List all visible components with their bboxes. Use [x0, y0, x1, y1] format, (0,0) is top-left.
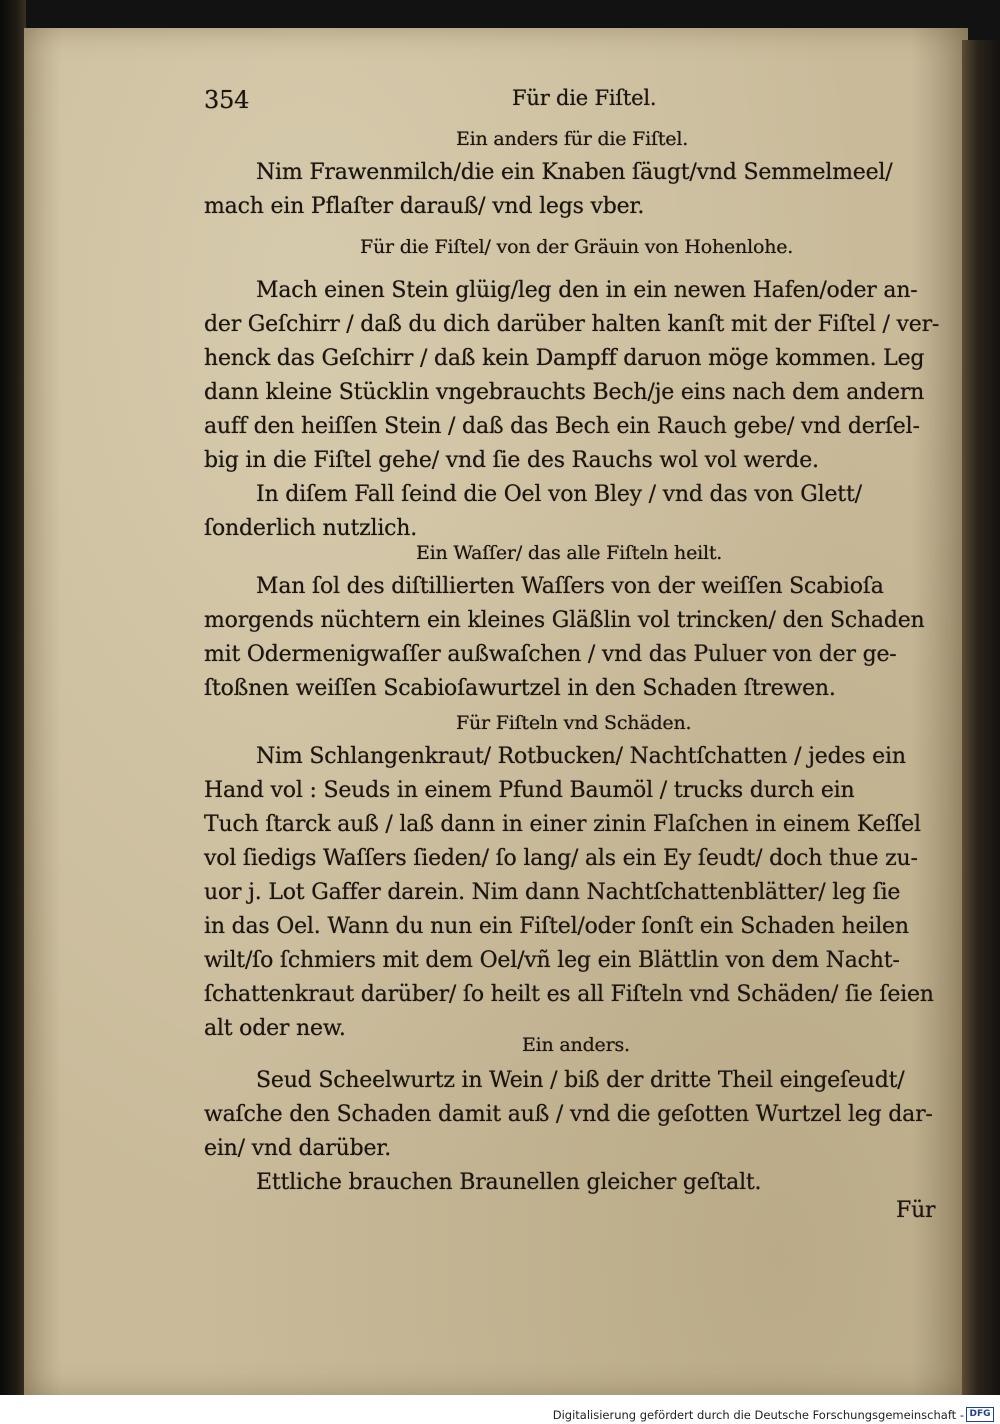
- text-line: uor j. Lot Gaffer darein. Nim dann Nachtſchattenblätter/ leg ſie: [204, 880, 901, 905]
- text-line: Tuch ſtarck auß / laß dann in einer zinin Flaſchen in einem Keſſel: [204, 812, 921, 837]
- text-line: dann kleine Stücklin vngebrauchts Bech/je eins nach dem andern: [204, 380, 925, 405]
- book-page: [24, 28, 968, 1395]
- text-line: In diſem Fall ſeind die Oel von Bley / vnd das von Glett/: [256, 482, 862, 507]
- funding-notice: Digitalisierung gefördert durch die Deutsche Forschungsgemeinschaft -: [552, 1408, 964, 1422]
- section-heading: Ein anders für die Fiſtel.: [456, 128, 689, 150]
- page-number: 354: [204, 86, 250, 114]
- scan-left-edge: [0, 0, 26, 1395]
- text-line: ſtoßnen weiſſen Scabioſawurtzel in den Schaden ſtrewen.: [204, 676, 836, 701]
- section-heading: Für die Fiſtel/ von der Gräuin von Hohenlohe.: [360, 236, 794, 258]
- text-line: Seud Scheelwurtz in Wein / biß der dritte Theil eingeſeudt/: [256, 1068, 905, 1093]
- text-line: der Geſchirr / daß du dich darüber halten kanſt mit der Fiſtel / ver-: [204, 312, 940, 337]
- catchword: Für: [896, 1198, 936, 1223]
- text-line: Mach einen Stein glüig/leg den in ein newen Hafen/oder an-: [256, 278, 918, 303]
- text-line: Nim Schlangenkraut/ Rotbucken/ Nachtſchatten / jedes ein: [256, 744, 906, 769]
- text-line: mit Odermenigwaſſer außwaſchen / vnd das Puluer von der ge-: [204, 642, 897, 667]
- text-line: ein/ vnd darüber.: [204, 1136, 391, 1161]
- page-text: [24, 28, 968, 1395]
- text-line: morgends nüchtern ein kleines Gläßlin vol trincken/ den Schaden: [204, 608, 925, 633]
- section-heading: Ein Waſſer/ das alle Fiſteln heilt.: [416, 542, 723, 564]
- text-line: ſonderlich nutzlich.: [204, 516, 418, 541]
- text-line: wilt/ſo ſchmiers mit dem Oel/vñ leg ein Blättlin von dem Nacht-: [204, 948, 900, 973]
- text-line: in das Oel. Wann du nun ein Fiſtel/oder ſonſt ein Schaden heilen: [204, 914, 909, 939]
- running-title: Für die Fiſtel.: [512, 86, 657, 110]
- text-line: henck das Geſchirr / daß kein Dampff daruon möge kommen. Leg: [204, 346, 925, 371]
- text-line: Ettliche brauchen Braunellen gleicher geſtalt.: [256, 1170, 762, 1195]
- text-line: Man ſol des diſtillierten Waſſers von der weiſſen Scabioſa: [256, 574, 884, 599]
- text-line: Hand vol : Seuds in einem Pfund Baumöl / trucks durch ein: [204, 778, 855, 803]
- text-line: ſchattenkraut darüber/ ſo heilt es all Fiſteln vnd Schäden/ ſie ſeien: [204, 982, 934, 1007]
- scan-right-edge: [962, 40, 1000, 1395]
- section-heading: Für Fiſteln vnd Schäden.: [456, 712, 692, 734]
- text-line: alt oder new.: [204, 1016, 346, 1041]
- text-line: mach ein Pflaſter darauß/ vnd legs vber.: [204, 194, 645, 219]
- text-line: big in die Fiſtel gehe/ vnd ſie des Rauchs wol vol werde.: [204, 448, 819, 473]
- text-line: auff den heiſſen Stein / daß das Bech ein Rauch gebe/ vnd derſel-: [204, 414, 920, 439]
- text-line: vol ſiedigs Waſſers ſieden/ ſo lang/ als ein Ey ſeudt/ doch thue zu-: [204, 846, 918, 871]
- text-line: Nim Frawenmilch/die ein Knaben ſäugt/vnd Semmelmeel/: [256, 160, 893, 185]
- text-line: waſche den Schaden damit auß / vnd die geſotten Wurtzel leg dar-: [204, 1102, 933, 1127]
- section-heading: Ein anders.: [522, 1034, 630, 1056]
- dfg-logo: DFG: [966, 1407, 994, 1422]
